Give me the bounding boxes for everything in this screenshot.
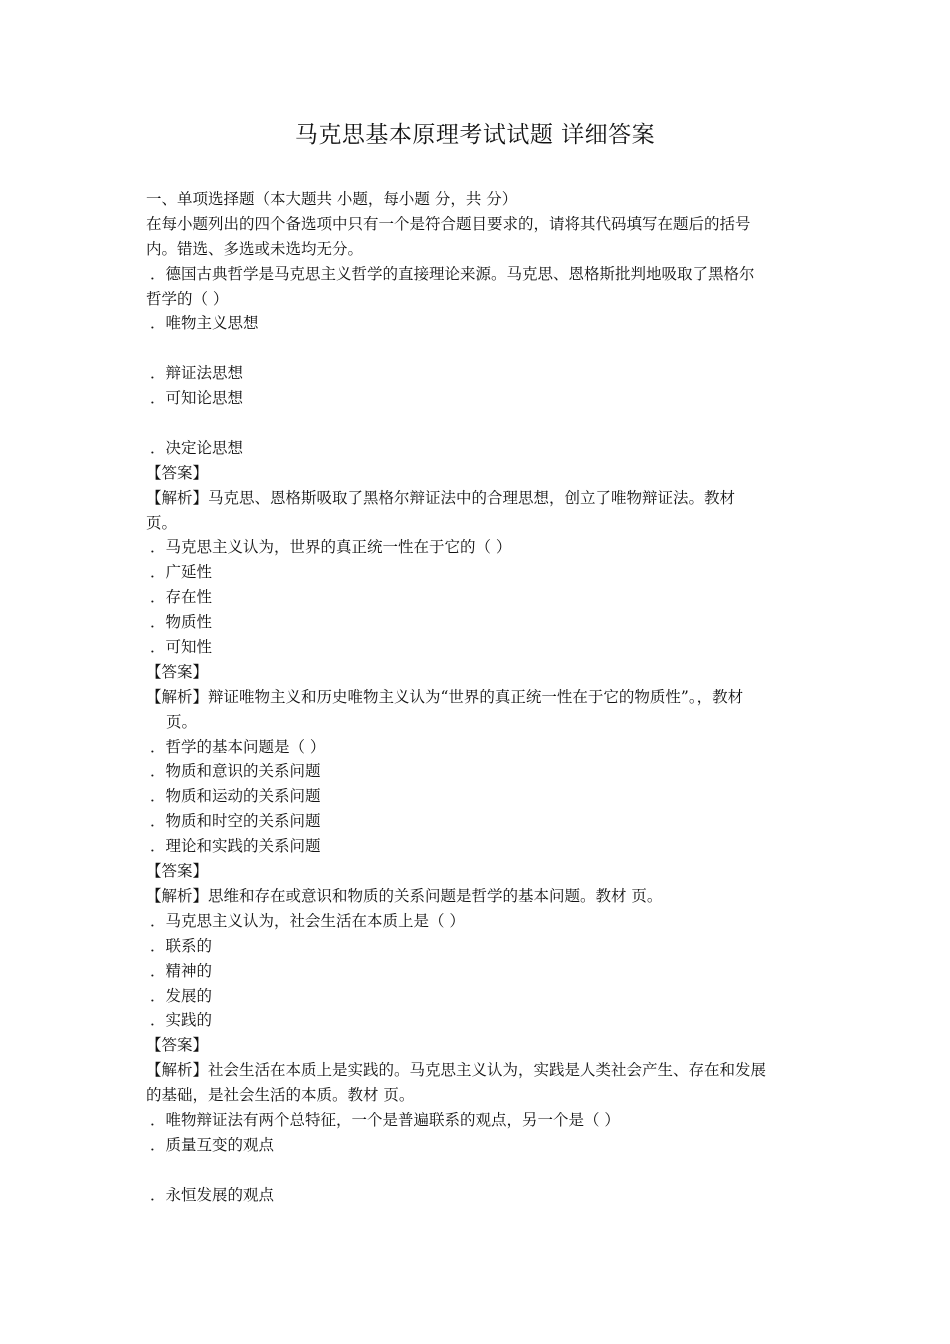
- text-line: 【答案】: [146, 1036, 209, 1055]
- text-line: 页。: [166, 712, 198, 731]
- text-line: 【答案】: [146, 662, 209, 681]
- text-line: 【答案】: [146, 862, 209, 881]
- text-line: ．精神的: [150, 961, 213, 980]
- text-line: ．存在性: [150, 588, 213, 607]
- text-line: 哲学的（ ）: [146, 289, 229, 308]
- text-line: 内。错选、多选或未选均无分。: [146, 239, 364, 258]
- text-line: ．物质和时空的关系问题: [150, 812, 321, 831]
- text-line: ．可知论思想: [150, 389, 244, 408]
- document-body: [146, 187, 816, 1208]
- text-line: ．物质和运动的关系问题: [150, 787, 321, 806]
- text-line: ．物质和意识的关系问题: [150, 762, 321, 781]
- text-line: ．永恒发展的观点: [150, 1185, 275, 1204]
- text-line: ．质量互变的观点: [150, 1135, 275, 1154]
- text-line: 【解析】辩证唯物主义和历史唯物主义认为“世界的真正统一性在于它的物质性”。，教材: [146, 687, 744, 706]
- text-line: 页。: [146, 513, 178, 532]
- text-line: ．决定论思想: [150, 438, 244, 457]
- text-line: ．哲学的基本问题是（ ）: [150, 737, 326, 756]
- text-line: 【解析】社会生活在本质上是实践的。马克思主义认为，实践是人类社会产生、存在和发展: [146, 1061, 767, 1080]
- document-title: 马克思基本原理考试试题 详细答案: [294, 122, 656, 148]
- text-line: 的基础，是社会生活的本质。教材 页。: [146, 1086, 415, 1105]
- text-line: ．发展的: [150, 986, 213, 1005]
- text-line: ．理论和实践的关系问题: [150, 837, 321, 856]
- blank-line: [146, 336, 816, 361]
- text-line: ．德国古典哲学是马克思主义哲学的直接理论来源。马克思、恩格斯批判地吸取了黑格尔: [150, 264, 755, 283]
- text-line: ．马克思主义认为，世界的真正统一性在于它的（ ）: [150, 538, 512, 557]
- text-line: ．联系的: [150, 936, 213, 955]
- blank-line: [146, 411, 816, 436]
- text-line: ．辩证法思想: [150, 364, 244, 383]
- text-line: ．马克思主义认为，社会生活在本质上是（ ）: [150, 911, 465, 930]
- text-line: ．实践的: [150, 1011, 213, 1030]
- text-line: ．广延性: [150, 563, 213, 582]
- text-line: 一、单项选择题（本大题共 小题，每小题 分，共 分）: [146, 190, 518, 208]
- text-line: ．物质性: [150, 613, 213, 632]
- text-line: 【答案】: [146, 463, 209, 482]
- text-line: ．可知性: [150, 638, 213, 657]
- blank-line: [146, 1158, 816, 1183]
- text-line: 【解析】思维和存在或意识和物质的关系问题是哲学的基本问题。教材 页。: [146, 886, 663, 905]
- text-line: ．唯物主义思想: [150, 314, 259, 333]
- text-line: ．唯物辩证法有两个总特征，一个是普遍联系的观点，另一个是（ ）: [150, 1110, 620, 1129]
- text-line: 在每小题列出的四个备选项中只有一个是符合题目要求的，请将其代码填写在题后的括号: [146, 214, 751, 233]
- text-line: 【解析】马克思、恩格斯吸取了黑格尔辩证法中的合理思想，创立了唯物辩证法。教材: [146, 488, 736, 507]
